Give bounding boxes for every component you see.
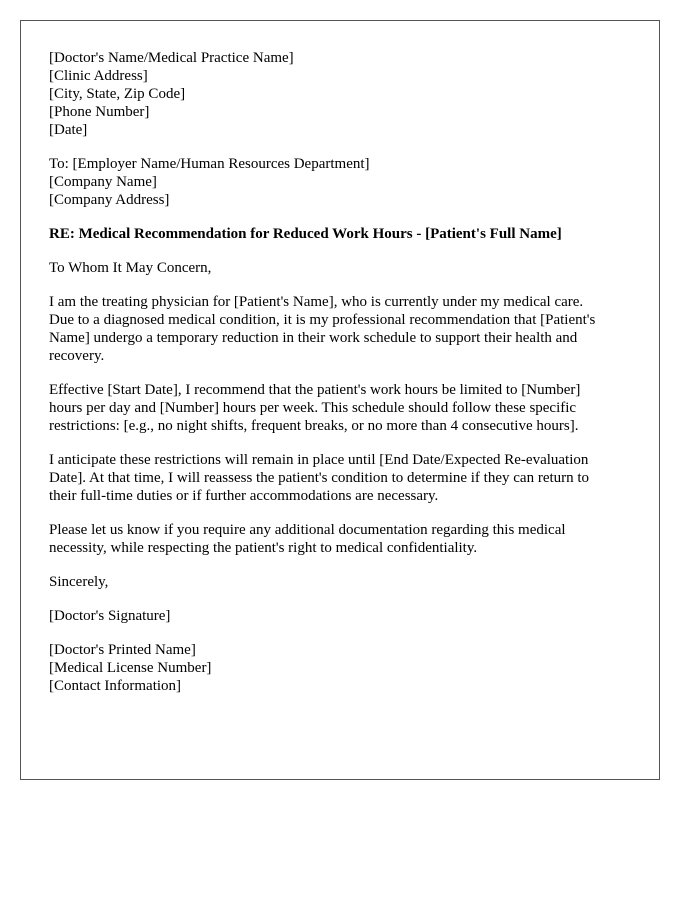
signature: [Doctor's Signature] [49,608,171,624]
closing: Sincerely, [49,574,109,590]
paragraph-3 [49,451,639,505]
sender-city: [City, State, Zip Code] [49,86,186,102]
paragraph-line: Effective [Start Date], I recommend that the patient's work hours be limited to [Number] [49,382,581,398]
paragraph-line: I anticipate these restrictions will remain in place until [End Date/Expected Re-evaluation [49,452,589,468]
paragraph-line: necessity, while respecting the patient's right to medical confidentiality. [49,540,478,556]
letter-date: [Date] [49,122,88,138]
salutation: To Whom It May Concern, [49,260,212,276]
recipient-block [49,155,639,209]
paragraph-line: Due to a diagnosed medical condition, it is my professional recommendation that [Patient's [49,312,596,328]
paragraph-line: their full-time duties or if further accommodations are necessary. [49,488,439,504]
sender-block [49,49,639,139]
paragraph-line: Name] undergo a temporary reduction in their work schedule to support their health and [49,330,578,346]
subject-line: RE: Medical Recommendation for Reduced Work Hours - [Patient's Full Name] [49,226,562,242]
paragraph-line: hours per day and [Number] hours per week. This schedule should follow these specific [49,400,577,416]
paragraph-line: Date]. At that time, I will reassess the patient's condition to determine if they can return to [49,470,590,486]
sender-phone: [Phone Number] [49,104,150,120]
letter-content [49,49,639,711]
paragraph-line: restrictions: [e.g., no night shifts, frequent breaks, or no more than 4 consecutive hours]. [49,418,579,434]
paragraph-line: Please let us know if you require any additional documentation regarding this medical [49,522,566,538]
paragraph-line: recovery. [49,348,105,364]
sender-name: [Doctor's Name/Medical Practice Name] [49,50,294,66]
letter-page [20,20,660,780]
recipient-company: [Company Name] [49,174,157,190]
paragraph-line: I am the treating physician for [Patient's Name], who is currently under my medical care. [49,294,584,310]
recipient-address: [Company Address] [49,192,170,208]
sender-address: [Clinic Address] [49,68,148,84]
paragraph-4 [49,521,639,557]
signoff-block [49,641,639,695]
contact-info: [Contact Information] [49,678,182,694]
license-number: [Medical License Number] [49,660,212,676]
paragraph-1 [49,293,639,365]
paragraph-2 [49,381,639,435]
recipient-to: To: [Employer Name/Human Resources Department] [49,156,370,172]
printed-name: [Doctor's Printed Name] [49,642,196,658]
